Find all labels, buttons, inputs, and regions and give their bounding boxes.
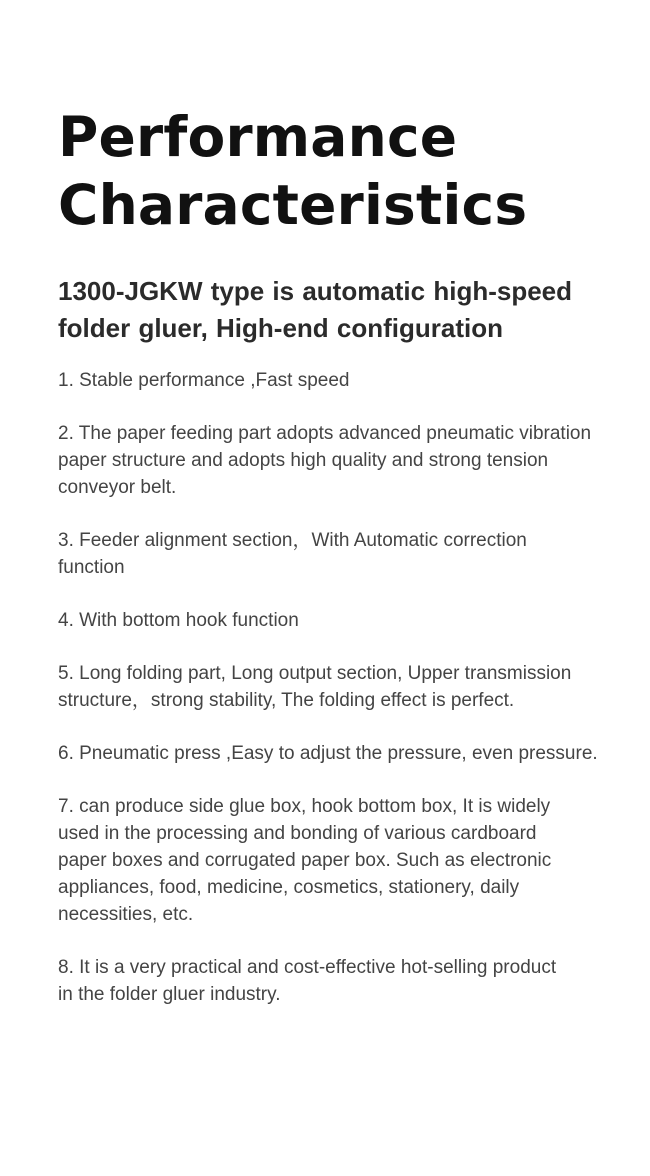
feature-text-line: in the folder gluer industry. (58, 984, 281, 1005)
feature-text-line: 7. can produce side glue box, hook bottom box, It is widely (58, 796, 551, 817)
feature-text-line: 5. Long folding part, Long output section, Upper transmission (58, 663, 572, 684)
feature-text-line: appliances, food, medicine, cosmetics, stationery, daily (58, 877, 520, 898)
feature-text-line: structure，strong stability, The folding effect is perfect. (58, 690, 515, 711)
feature-text-line: 6. Pneumatic press ,Easy to adjust the pressure, even pressure. (58, 743, 598, 764)
product-subtitle-line-1: 1300-JGKW type is automatic high-speed (58, 276, 573, 306)
feature-item-2 (58, 420, 618, 501)
feature-text-line: 3. Feeder alignment section，With Automatic correction (58, 530, 527, 551)
feature-text-line: 1. Stable performance ,Fast speed (58, 370, 350, 391)
feature-text-line: paper boxes and corrugated paper box. Such as electronic (58, 850, 552, 871)
feature-item-4 (58, 607, 618, 634)
product-subtitle (58, 273, 618, 347)
feature-text-line: function (58, 557, 125, 578)
feature-item-3 (58, 527, 618, 581)
feature-text-line: 4. With bottom hook function (58, 610, 299, 631)
feature-text-line: conveyor belt. (58, 477, 177, 498)
feature-text-line: paper structure and adopts high quality and strong tension (58, 450, 549, 471)
feature-text-line: 8. It is a very practical and cost-effective hot-selling product (58, 957, 557, 978)
feature-text-line: necessities, etc. (58, 904, 194, 925)
feature-item-1 (58, 367, 618, 394)
page-title-line-2: Characteristics (58, 173, 528, 237)
feature-text-line: used in the processing and bonding of various cardboard (58, 823, 537, 844)
product-subtitle-line-2: folder gluer, High-end configuration (58, 313, 503, 343)
document-page (58, 103, 618, 1034)
feature-item-8 (58, 954, 618, 1008)
feature-item-5 (58, 660, 618, 714)
feature-item-7 (58, 793, 618, 928)
feature-list (58, 367, 618, 1008)
feature-item-6 (58, 740, 618, 767)
feature-text-line: 2. The paper feeding part adopts advanced pneumatic vibration (58, 423, 592, 444)
page-title (58, 103, 618, 239)
page-title-line-1: Performance (58, 105, 458, 169)
